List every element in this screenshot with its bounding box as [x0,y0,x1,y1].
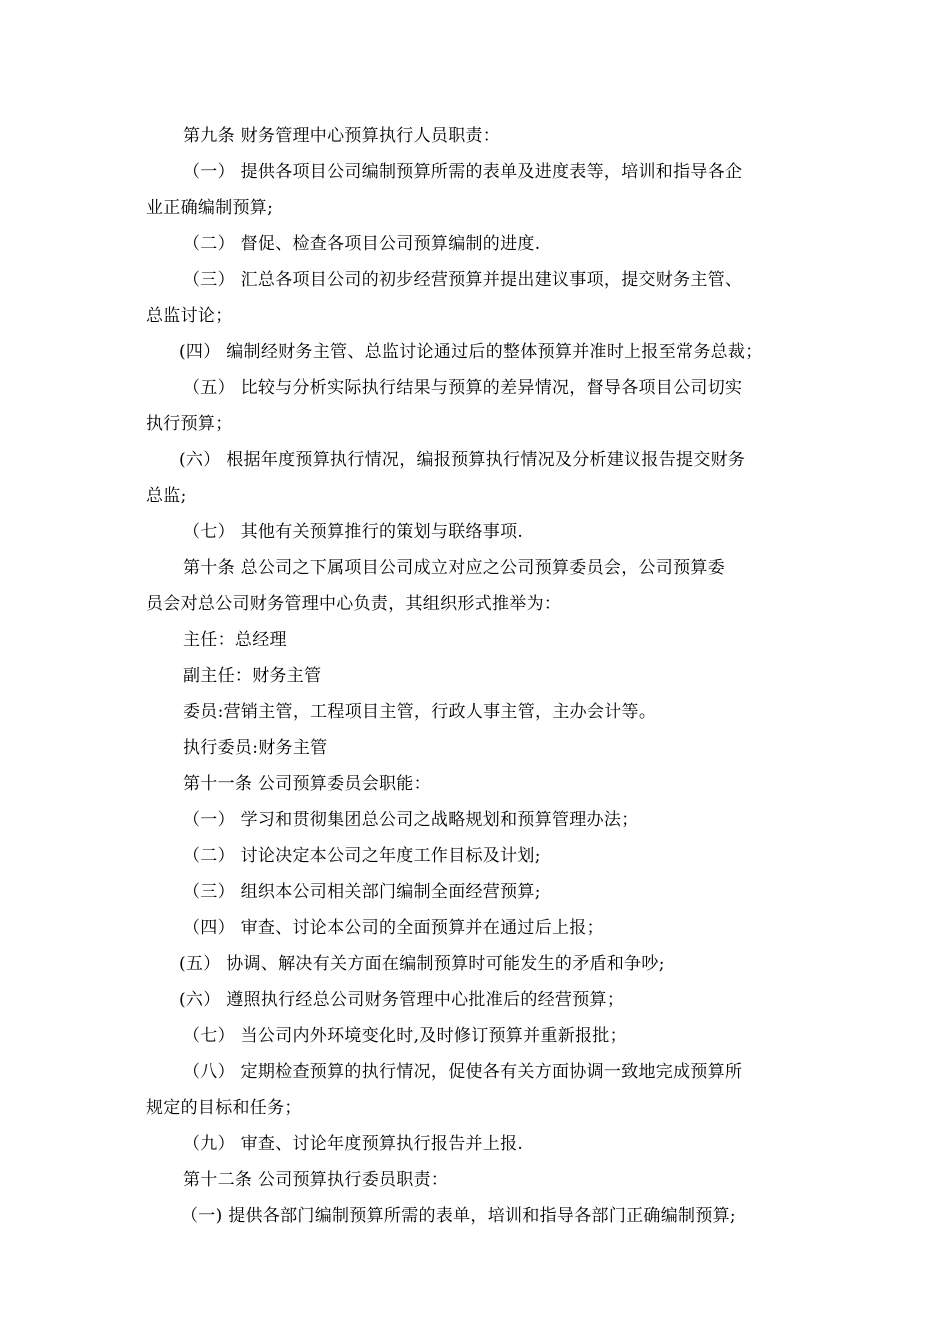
article-9-item-7: （七） 其他有关预算推行的策划与联络事项. [183,522,524,542]
article-10-executive-member: 执行委员:财务主管 [183,738,328,758]
article-10-heading: 第十条 总公司之下属项目公司成立对应之公司预算委员会，公司预算委 [183,558,726,578]
article-9-item-3-cont: 总监讨论； [146,306,233,326]
article-9-item-1-cont: 业正确编制预算; [146,198,274,218]
article-11-item-8: （八） 定期检查预算的执行情况，促使各有关方面协调一致地完成预算所 [183,1062,743,1082]
article-9-item-6: (六） 根据年度预算执行情况，编报预算执行情况及分析建议报告提交财务 [179,450,746,470]
article-11-item-8-cont: 规定的目标和任务； [146,1098,302,1118]
article-9-heading: 第九条 财务管理中心预算执行人员职责： [183,126,501,146]
article-10-members: 委员:营销主管，工程项目主管，行政人事主管，主办会计等。 [183,702,657,722]
article-10-director: 主任：总经理 [183,630,287,650]
article-10-heading-cont: 员会对总公司财务管理中心负责，其组织形式推举为： [146,594,562,614]
article-9-item-4: (四） 编制经财务主管、总监讨论通过后的整体预算并准时上报至常务总裁； [179,342,763,362]
article-9-item-2: （二） 督促、检查各项目公司预算编制的进度. [183,234,541,254]
article-11-item-5: (五） 协调、解决有关方面在编制预算时可能发生的矛盾和争吵; [179,954,665,974]
article-9-item-5-cont: 执行预算； [146,414,233,434]
document-body [146,118,810,1234]
article-11-item-6: (六） 遵照执行经总公司财务管理中心批准后的经营预算； [179,990,625,1010]
article-12-heading: 第十二条 公司预算执行委员职责： [183,1170,449,1190]
article-11-item-1: （一） 学习和贯彻集团总公司之战略规划和预算管理办法； [183,810,639,830]
article-12-item-1: （一) 提供各部门编制预算所需的表单，培训和指导各部门正确编制预算; [181,1206,736,1226]
article-10-deputy-director: 副主任：财务主管 [183,666,322,686]
article-11-heading: 第十一条 公司预算委员会职能： [183,774,431,794]
article-11-item-9: （九） 审查、讨论年度预算执行报告并上报. [183,1134,524,1154]
article-11-item-3: （三） 组织本公司相关部门编制全面经营预算; [183,882,541,902]
article-9-item-5: （五） 比较与分析实际执行结果与预算的差异情况，督导各项目公司切实 [183,378,743,398]
article-9-item-1: （一） 提供各项目公司编制预算所需的表单及进度表等，培训和指导各企 [183,162,743,182]
article-9-item-6-cont: 总监; [146,486,187,506]
article-11-item-7: （七） 当公司内外环境变化时,及时修订预算并重新报批； [183,1026,627,1046]
article-11-item-2: （二） 讨论决定本公司之年度工作目标及计划; [183,846,541,866]
article-9-item-3: （三） 汇总各项目公司的初步经营预算并提出建议事项，提交财务主管、 [183,270,743,290]
article-11-item-4: （四） 审查、讨论本公司的全面预算并在通过后上报； [183,918,604,938]
